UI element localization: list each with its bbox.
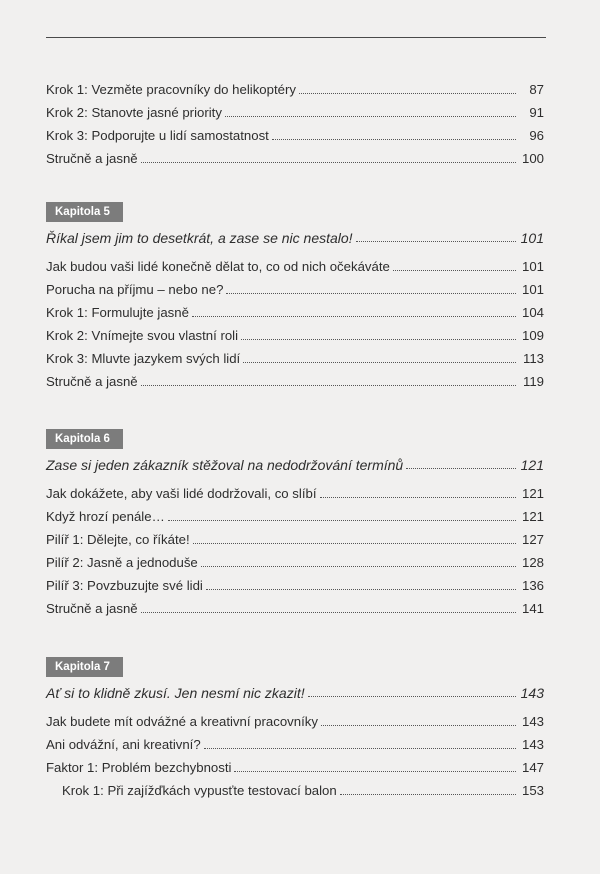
- dot-leader: [308, 696, 516, 697]
- toc-entry-page: 127: [521, 532, 544, 547]
- toc-entry-page: 113: [522, 351, 544, 366]
- chapter-heading[interactable]: [46, 222, 544, 246]
- toc-entry-title: Faktor 1: Problém bezchybnosti: [46, 760, 232, 775]
- dot-leader: [168, 520, 516, 521]
- toc-entry-title: Jak budete mít odvážné a kreativní pracovníky: [46, 714, 318, 729]
- toc-entry-title: Když hrozí penále…: [46, 509, 165, 524]
- toc-entry-page: 101: [521, 259, 544, 274]
- toc-entry-page: 153: [521, 783, 544, 798]
- toc-entry-page: 121: [521, 509, 544, 524]
- toc-entry-page: 147: [521, 760, 544, 775]
- chapter-heading-page: 143: [520, 685, 544, 701]
- chapter-badge: Kapitola 7: [46, 657, 123, 677]
- toc-entry-page: 141: [521, 601, 544, 616]
- toc-entry-title: Stručně a jasně: [46, 374, 138, 389]
- toc-entry[interactable]: [46, 298, 544, 321]
- toc-entry[interactable]: [46, 321, 544, 344]
- toc-entry-title: Porucha na příjmu – nebo ne?: [46, 282, 224, 297]
- toc-entry[interactable]: [46, 367, 544, 390]
- toc-entry-title: Krok 3: Podporujte u lidí samostatnost: [46, 128, 269, 143]
- toc-entry-page: 104: [521, 305, 544, 320]
- toc-entry[interactable]: [46, 344, 544, 367]
- chapter-heading[interactable]: [46, 449, 544, 473]
- toc-section-chapter-7: [46, 657, 544, 799]
- toc-entry-title: Krok 1: Při zajížďkách vypusťte testovací balon: [62, 783, 337, 798]
- toc-section-0: [46, 75, 544, 167]
- dot-leader: [192, 316, 516, 317]
- toc-entry-page: 96: [529, 128, 544, 143]
- toc-entry-page: 128: [521, 555, 544, 570]
- dot-leader: [299, 93, 516, 94]
- toc-section-chapter-6: [46, 429, 544, 617]
- toc-entry-page: 100: [521, 151, 544, 166]
- toc-entry-page: 121: [521, 486, 544, 501]
- toc-entry[interactable]: [46, 479, 544, 502]
- toc-entry[interactable]: [46, 252, 544, 275]
- dot-leader: [321, 725, 516, 726]
- toc-entry-title: Jak budou vaši lidé konečně dělat to, co od nich očekáváte: [46, 259, 390, 274]
- chapter-heading-page: 101: [520, 230, 544, 246]
- toc-entry-title: Pilíř 1: Dělejte, co říkáte!: [46, 532, 190, 547]
- chapter-badge: Kapitola 6: [46, 429, 123, 449]
- dot-leader: [141, 162, 516, 163]
- dot-leader: [201, 566, 516, 567]
- toc-entry[interactable]: [46, 730, 544, 753]
- dot-leader: [193, 543, 516, 544]
- toc-entry[interactable]: [46, 502, 544, 525]
- toc-entry-title: Krok 2: Stanovte jasné priority: [46, 105, 222, 120]
- dot-leader: [243, 362, 516, 363]
- toc-entry[interactable]: [46, 525, 544, 548]
- chapter-badge: Kapitola 5: [46, 202, 123, 222]
- dot-leader: [225, 116, 516, 117]
- toc-entry[interactable]: [46, 121, 544, 144]
- chapter-heading-title: Říkal jsem jim to desetkrát, a zase se nic nestalo!: [46, 230, 353, 246]
- header-rule: [46, 37, 546, 38]
- dot-leader: [141, 385, 516, 386]
- toc-entry-page: 87: [529, 82, 544, 97]
- toc-entry[interactable]: [46, 548, 544, 571]
- toc-entry-title: Krok 1: Formulujte jasně: [46, 305, 189, 320]
- toc-entry-page: 109: [521, 328, 544, 343]
- dot-leader: [234, 771, 516, 772]
- chapter-heading-page: 121: [520, 457, 544, 473]
- dot-leader: [226, 293, 516, 294]
- dot-leader: [356, 241, 516, 242]
- toc-entry[interactable]: [46, 571, 544, 594]
- dot-leader: [406, 468, 516, 469]
- toc-entry-page: 143: [521, 737, 544, 752]
- chapter-heading-title: Zase si jeden zákazník stěžoval na nedodržování termínů: [46, 457, 404, 473]
- toc-entry[interactable]: [46, 144, 544, 167]
- toc-entry[interactable]: [46, 275, 544, 298]
- toc-entry-page: 91: [529, 105, 544, 120]
- toc-entry-title: Stručně a jasně: [46, 151, 138, 166]
- toc-entry-page: 101: [521, 282, 544, 297]
- dot-leader: [393, 270, 516, 271]
- toc-entry-page: 136: [521, 578, 544, 593]
- toc-entry-title: Jak dokážete, aby vaši lidé dodržovali, co slíbí: [46, 486, 317, 501]
- toc-entry-title: Krok 2: Vnímejte svou vlastní roli: [46, 328, 239, 343]
- toc-entry[interactable]: [46, 753, 544, 776]
- toc-entry[interactable]: [46, 98, 544, 121]
- chapter-heading-title: Ať si to klidně zkusí. Jen nesmí nic zkazit!: [46, 685, 305, 701]
- toc-entry-title: Pilíř 3: Povzbuzujte své lidi: [46, 578, 203, 593]
- chapter-heading[interactable]: [46, 677, 544, 701]
- dot-leader: [272, 139, 516, 140]
- dot-leader: [241, 339, 516, 340]
- toc-entry-sub[interactable]: [46, 776, 544, 799]
- toc-entry-title: Stručně a jasně: [46, 601, 138, 616]
- dot-leader: [141, 612, 516, 613]
- toc-entry[interactable]: [46, 594, 544, 617]
- toc-entry[interactable]: [46, 707, 544, 730]
- toc-entry-title: Krok 1: Vezměte pracovníky do helikoptéry: [46, 82, 296, 97]
- dot-leader: [204, 748, 516, 749]
- toc-entry-page: 119: [522, 374, 544, 389]
- dot-leader: [206, 589, 516, 590]
- dot-leader: [320, 497, 517, 498]
- toc-section-chapter-5: [46, 202, 544, 390]
- toc-entry-title: Ani odvážní, ani kreativní?: [46, 737, 201, 752]
- toc-entry[interactable]: [46, 75, 544, 98]
- toc-entry-page: 143: [521, 714, 544, 729]
- toc-entry-title: Pilíř 2: Jasně a jednoduše: [46, 555, 198, 570]
- toc-entry-title: Krok 3: Mluvte jazykem svých lidí: [46, 351, 241, 366]
- dot-leader: [340, 794, 516, 795]
